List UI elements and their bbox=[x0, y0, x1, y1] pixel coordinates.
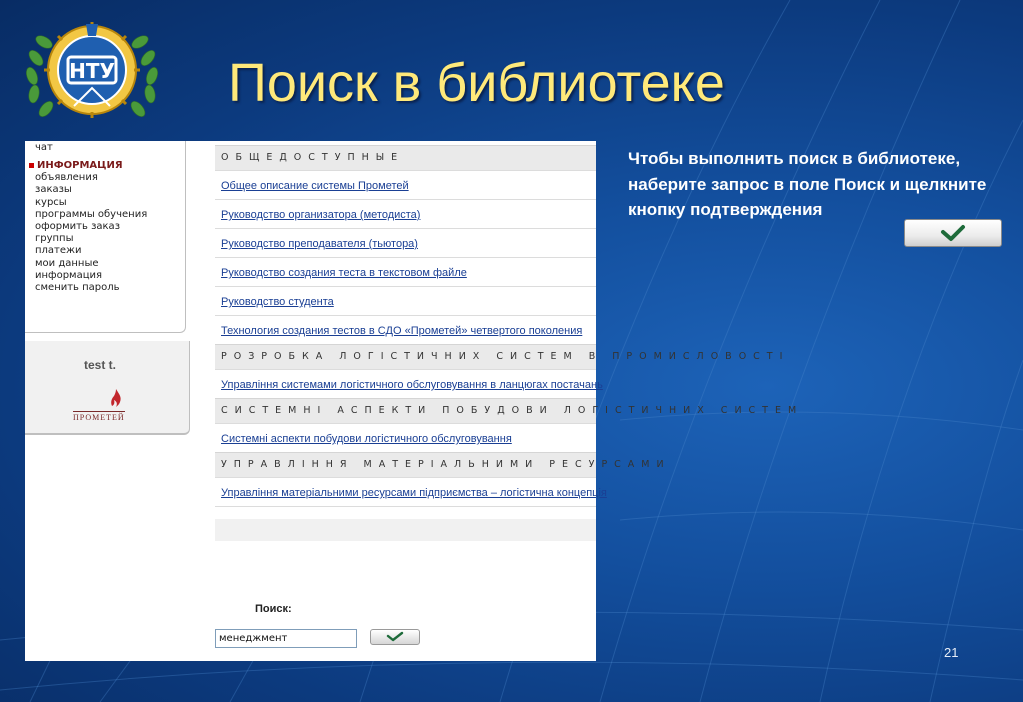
library-link-row bbox=[215, 286, 596, 315]
library-link[interactable]: Руководство студента bbox=[221, 296, 334, 308]
library-link[interactable]: Общее описание системы Прометей bbox=[221, 180, 409, 192]
library-link-row bbox=[215, 477, 607, 506]
search-label: Поиск: bbox=[255, 603, 292, 615]
category-header: РОЗРОБКА ЛОГІСТИЧНИХ СИСТЕМ В ПРОМИСЛОВОСТІ bbox=[215, 344, 596, 369]
checkmark-icon bbox=[371, 630, 419, 644]
sidebar-section-title: ИНФОРМАЦИЯ bbox=[37, 160, 123, 172]
checkmark-icon bbox=[905, 220, 1001, 246]
sidebar-item-announcements[interactable]: объявления bbox=[35, 172, 98, 184]
category-header: ОБЩЕДОСТУПНЫЕ bbox=[215, 145, 596, 170]
search-input[interactable] bbox=[215, 629, 357, 648]
sidebar-item-courses[interactable]: курсы bbox=[35, 196, 67, 208]
library-link[interactable]: Руководство организатора (методиста) bbox=[221, 209, 421, 221]
library-link-row bbox=[215, 170, 596, 199]
sidebar-section-information bbox=[25, 160, 185, 172]
sidebar-item-change-password[interactable]: сменить пароль bbox=[35, 282, 120, 294]
sidebar-item-information[interactable]: информация bbox=[35, 269, 103, 281]
svg-text:НТУ: НТУ bbox=[69, 59, 115, 83]
library-link[interactable]: Технология создания тестов в СДО «Прометей» четвертого поколения bbox=[221, 325, 583, 337]
library-link-row bbox=[215, 199, 596, 228]
library-link-row bbox=[215, 315, 596, 344]
sidebar-item-chat[interactable]: чат bbox=[35, 142, 53, 153]
sidebar-item-place-order[interactable]: оформить заказ bbox=[35, 221, 121, 233]
list-footer-band bbox=[215, 519, 596, 541]
user-panel bbox=[25, 341, 190, 435]
library-link-row bbox=[215, 369, 603, 398]
instruction-text: Чтобы выполнить поиск в библиотеке, наберите запрос в поле Поиск и щелкните кнопку подтверждения bbox=[628, 149, 987, 219]
library-link[interactable]: Руководство преподавателя (тьютора) bbox=[221, 238, 418, 250]
sidebar-menu bbox=[25, 141, 186, 333]
user-name: test t. bbox=[83, 358, 116, 372]
list-divider bbox=[215, 506, 596, 519]
sidebar-item-programs[interactable]: программы обучения bbox=[35, 208, 148, 220]
library-link[interactable]: Управління системами логістичного обслуговування в ланцюгах постачань bbox=[221, 379, 603, 391]
library-link-row bbox=[215, 423, 596, 452]
slide-title: Поиск в библиотеке bbox=[228, 53, 725, 113]
category-header: УПРАВЛІННЯ МАТЕРІАЛЬНИМИ РЕСУРСАМИ bbox=[215, 452, 596, 477]
library-list bbox=[215, 145, 804, 519]
prometey-logo-text: ПРОМЕТЕЙ bbox=[73, 413, 125, 422]
library-link[interactable]: Руководство создания теста в текстовом файле bbox=[221, 267, 467, 279]
university-logo bbox=[22, 14, 162, 126]
sidebar-item-groups[interactable]: группы bbox=[35, 233, 74, 245]
sidebar-item-payments[interactable]: платежи bbox=[35, 245, 82, 257]
library-link-row bbox=[215, 257, 596, 286]
slide-number: 21 bbox=[944, 645, 959, 660]
confirm-button-illustration bbox=[904, 219, 1002, 247]
search-submit-button[interactable] bbox=[370, 629, 420, 645]
sidebar-item-my-data[interactable]: мои данные bbox=[35, 257, 99, 269]
sidebar-item-orders[interactable]: заказы bbox=[35, 184, 72, 196]
library-link-row bbox=[215, 228, 596, 257]
library-screenshot bbox=[25, 141, 804, 661]
library-link[interactable]: Системні аспекти побудови логістичного обслуговування bbox=[221, 433, 512, 445]
library-link[interactable]: Управління матеріальними ресурсами підприємства – логістична концепція bbox=[221, 487, 607, 499]
category-header: СИСТЕМНІ АСПЕКТИ ПОБУДОВИ ЛОГІСТИЧНИХ СИСТЕМ bbox=[215, 398, 596, 423]
flame-icon bbox=[110, 389, 122, 407]
bullet-icon bbox=[29, 163, 34, 168]
